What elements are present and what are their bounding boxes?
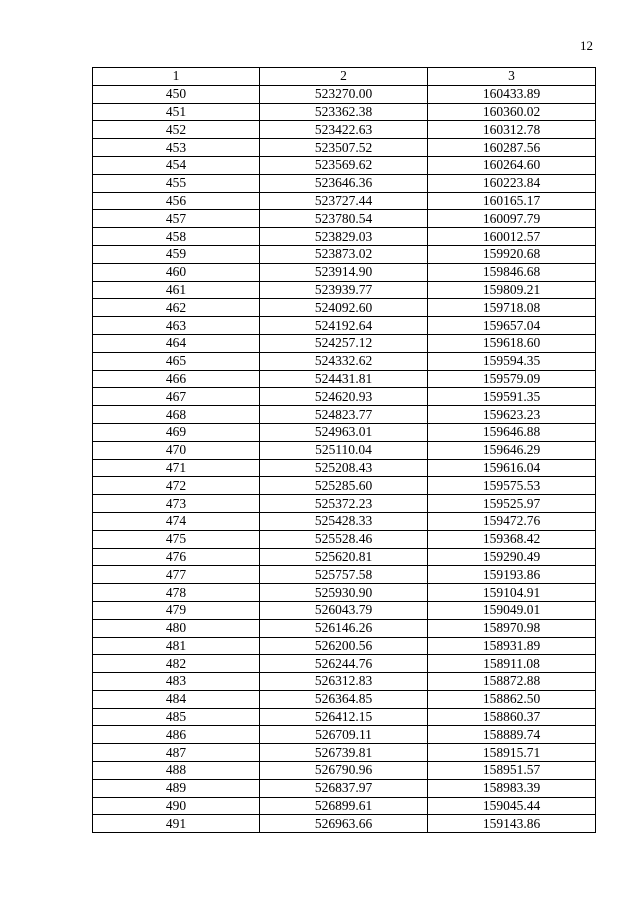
y-coordinate-cell: 159143.86	[428, 815, 596, 833]
x-coordinate-cell: 523270.00	[260, 85, 428, 103]
table-row	[93, 708, 596, 726]
x-coordinate-cell: 526709.11	[260, 726, 428, 744]
y-coordinate-cell: 160312.78	[428, 121, 596, 139]
point-number-cell: 478	[93, 584, 260, 602]
x-coordinate-cell: 525528.46	[260, 530, 428, 548]
x-coordinate-cell: 524092.60	[260, 299, 428, 317]
x-coordinate-cell: 526146.26	[260, 619, 428, 637]
x-coordinate-cell: 523569.62	[260, 156, 428, 174]
point-number-cell: 459	[93, 245, 260, 263]
y-coordinate-cell: 158983.39	[428, 779, 596, 797]
x-coordinate-cell: 523422.63	[260, 121, 428, 139]
point-number-cell: 489	[93, 779, 260, 797]
x-coordinate-cell: 525757.58	[260, 566, 428, 584]
point-number-cell: 477	[93, 566, 260, 584]
x-coordinate-cell: 524332.62	[260, 352, 428, 370]
x-coordinate-cell: 526899.61	[260, 797, 428, 815]
y-coordinate-cell: 159472.76	[428, 512, 596, 530]
table-row	[93, 299, 596, 317]
table-row	[93, 317, 596, 335]
y-coordinate-cell: 160165.17	[428, 192, 596, 210]
table-row	[93, 406, 596, 424]
x-coordinate-cell: 525285.60	[260, 477, 428, 495]
table-row	[93, 530, 596, 548]
table-row	[93, 334, 596, 352]
x-coordinate-cell: 526963.66	[260, 815, 428, 833]
table-row	[93, 281, 596, 299]
point-number-cell: 471	[93, 459, 260, 477]
x-coordinate-cell: 526364.85	[260, 690, 428, 708]
point-number-cell: 452	[93, 121, 260, 139]
table-row	[93, 388, 596, 406]
x-coordinate-cell: 524823.77	[260, 406, 428, 424]
point-number-cell: 469	[93, 423, 260, 441]
x-coordinate-cell: 523362.38	[260, 103, 428, 121]
point-number-cell: 483	[93, 673, 260, 691]
table-row	[93, 228, 596, 246]
point-number-cell: 475	[93, 530, 260, 548]
x-coordinate-cell: 526790.96	[260, 762, 428, 780]
point-number-cell: 451	[93, 103, 260, 121]
x-coordinate-cell: 523873.02	[260, 245, 428, 263]
table-body	[93, 85, 596, 832]
y-coordinate-cell: 159657.04	[428, 317, 596, 335]
table-row	[93, 423, 596, 441]
point-number-cell: 484	[93, 690, 260, 708]
x-coordinate-cell: 523914.90	[260, 263, 428, 281]
point-number-cell: 455	[93, 174, 260, 192]
x-coordinate-cell: 526043.79	[260, 601, 428, 619]
x-coordinate-cell: 525372.23	[260, 495, 428, 513]
table-row	[93, 797, 596, 815]
x-coordinate-cell: 526412.15	[260, 708, 428, 726]
point-number-cell: 466	[93, 370, 260, 388]
table-header	[93, 68, 596, 86]
x-coordinate-cell: 524257.12	[260, 334, 428, 352]
y-coordinate-cell: 158872.88	[428, 673, 596, 691]
x-coordinate-cell: 523727.44	[260, 192, 428, 210]
table-row	[93, 744, 596, 762]
point-number-cell: 473	[93, 495, 260, 513]
table-row	[93, 673, 596, 691]
table-row	[93, 601, 596, 619]
point-number-cell: 479	[93, 601, 260, 619]
point-number-cell: 480	[93, 619, 260, 637]
y-coordinate-cell: 158931.89	[428, 637, 596, 655]
table-row	[93, 210, 596, 228]
table-row	[93, 495, 596, 513]
point-number-cell: 485	[93, 708, 260, 726]
table-row	[93, 352, 596, 370]
point-number-cell: 450	[93, 85, 260, 103]
column-header-3: 3	[428, 68, 596, 86]
y-coordinate-cell: 159290.49	[428, 548, 596, 566]
y-coordinate-cell: 159646.88	[428, 423, 596, 441]
table-row	[93, 779, 596, 797]
table-row	[93, 512, 596, 530]
table-row	[93, 477, 596, 495]
point-number-cell: 460	[93, 263, 260, 281]
table-row	[93, 121, 596, 139]
table-row	[93, 459, 596, 477]
y-coordinate-cell: 158862.50	[428, 690, 596, 708]
x-coordinate-cell: 524192.64	[260, 317, 428, 335]
table-row	[93, 192, 596, 210]
table-row	[93, 245, 596, 263]
y-coordinate-cell: 158860.37	[428, 708, 596, 726]
y-coordinate-cell: 160012.57	[428, 228, 596, 246]
table-row	[93, 762, 596, 780]
point-number-cell: 456	[93, 192, 260, 210]
point-number-cell: 488	[93, 762, 260, 780]
y-coordinate-cell: 160360.02	[428, 103, 596, 121]
y-coordinate-cell: 159591.35	[428, 388, 596, 406]
coordinates-table	[92, 67, 596, 833]
point-number-cell: 463	[93, 317, 260, 335]
point-number-cell: 481	[93, 637, 260, 655]
point-number-cell: 472	[93, 477, 260, 495]
x-coordinate-cell: 523780.54	[260, 210, 428, 228]
x-coordinate-cell: 526200.56	[260, 637, 428, 655]
table-row	[93, 370, 596, 388]
point-number-cell: 474	[93, 512, 260, 530]
y-coordinate-cell: 159045.44	[428, 797, 596, 815]
point-number-cell: 476	[93, 548, 260, 566]
y-coordinate-cell: 159575.53	[428, 477, 596, 495]
y-coordinate-cell: 160287.56	[428, 139, 596, 157]
y-coordinate-cell: 158970.98	[428, 619, 596, 637]
point-number-cell: 461	[93, 281, 260, 299]
y-coordinate-cell: 158911.08	[428, 655, 596, 673]
point-number-cell: 482	[93, 655, 260, 673]
point-number-cell: 458	[93, 228, 260, 246]
point-number-cell: 465	[93, 352, 260, 370]
table-row	[93, 139, 596, 157]
table-row	[93, 584, 596, 602]
x-coordinate-cell: 523939.77	[260, 281, 428, 299]
table-row	[93, 441, 596, 459]
y-coordinate-cell: 160097.79	[428, 210, 596, 228]
y-coordinate-cell: 159718.08	[428, 299, 596, 317]
x-coordinate-cell: 523829.03	[260, 228, 428, 246]
y-coordinate-cell: 159920.68	[428, 245, 596, 263]
table-row	[93, 690, 596, 708]
y-coordinate-cell: 159104.91	[428, 584, 596, 602]
y-coordinate-cell: 159618.60	[428, 334, 596, 352]
table-row	[93, 815, 596, 833]
y-coordinate-cell: 159646.29	[428, 441, 596, 459]
y-coordinate-cell: 160433.89	[428, 85, 596, 103]
table-row	[93, 174, 596, 192]
point-number-cell: 453	[93, 139, 260, 157]
y-coordinate-cell: 158915.71	[428, 744, 596, 762]
point-number-cell: 467	[93, 388, 260, 406]
y-coordinate-cell: 160223.84	[428, 174, 596, 192]
y-coordinate-cell: 158951.57	[428, 762, 596, 780]
table-row	[93, 726, 596, 744]
point-number-cell: 457	[93, 210, 260, 228]
y-coordinate-cell: 159579.09	[428, 370, 596, 388]
x-coordinate-cell: 523507.52	[260, 139, 428, 157]
x-coordinate-cell: 525110.04	[260, 441, 428, 459]
x-coordinate-cell: 526312.83	[260, 673, 428, 691]
x-coordinate-cell: 525208.43	[260, 459, 428, 477]
point-number-cell: 486	[93, 726, 260, 744]
x-coordinate-cell: 524963.01	[260, 423, 428, 441]
y-coordinate-cell: 159525.97	[428, 495, 596, 513]
x-coordinate-cell: 524431.81	[260, 370, 428, 388]
y-coordinate-cell: 158889.74	[428, 726, 596, 744]
point-number-cell: 487	[93, 744, 260, 762]
point-number-cell: 491	[93, 815, 260, 833]
x-coordinate-cell: 524620.93	[260, 388, 428, 406]
point-number-cell: 462	[93, 299, 260, 317]
x-coordinate-cell: 525620.81	[260, 548, 428, 566]
page-number: 12	[580, 38, 593, 53]
table-row	[93, 263, 596, 281]
table-row	[93, 566, 596, 584]
y-coordinate-cell: 159049.01	[428, 601, 596, 619]
table-row	[93, 637, 596, 655]
y-coordinate-cell: 160264.60	[428, 156, 596, 174]
x-coordinate-cell: 525428.33	[260, 512, 428, 530]
table-row	[93, 156, 596, 174]
y-coordinate-cell: 159809.21	[428, 281, 596, 299]
column-header-1: 1	[93, 68, 260, 86]
y-coordinate-cell: 159193.86	[428, 566, 596, 584]
y-coordinate-cell: 159616.04	[428, 459, 596, 477]
point-number-cell: 470	[93, 441, 260, 459]
x-coordinate-cell: 526739.81	[260, 744, 428, 762]
table-row	[93, 619, 596, 637]
table-row	[93, 85, 596, 103]
x-coordinate-cell: 526837.97	[260, 779, 428, 797]
point-number-cell: 454	[93, 156, 260, 174]
x-coordinate-cell: 525930.90	[260, 584, 428, 602]
header-row	[93, 68, 596, 86]
table-row	[93, 655, 596, 673]
y-coordinate-cell: 159594.35	[428, 352, 596, 370]
y-coordinate-cell: 159846.68	[428, 263, 596, 281]
point-number-cell: 490	[93, 797, 260, 815]
column-header-2: 2	[260, 68, 428, 86]
point-number-cell: 468	[93, 406, 260, 424]
x-coordinate-cell: 526244.76	[260, 655, 428, 673]
point-number-cell: 464	[93, 334, 260, 352]
table-row	[93, 548, 596, 566]
y-coordinate-cell: 159623.23	[428, 406, 596, 424]
y-coordinate-cell: 159368.42	[428, 530, 596, 548]
x-coordinate-cell: 523646.36	[260, 174, 428, 192]
table-row	[93, 103, 596, 121]
